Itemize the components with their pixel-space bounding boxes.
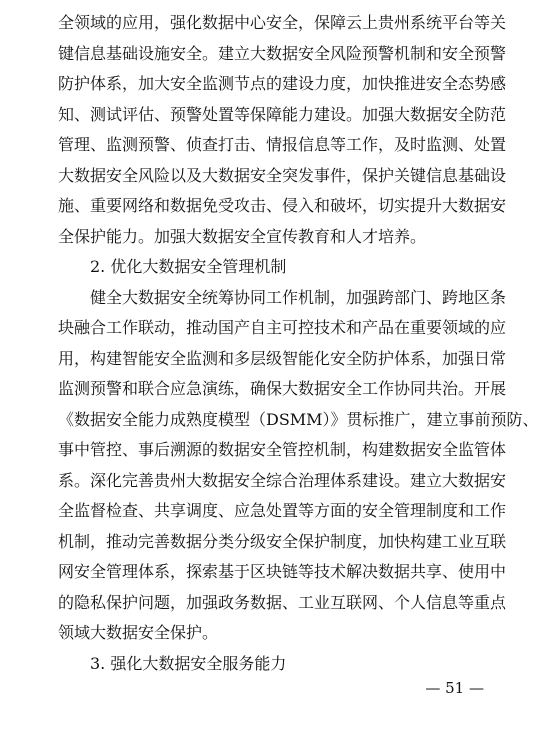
- paragraph-security-application: [58, 8, 507, 252]
- text-line: 施、重要网络和数据免受攻击、侵入和破坏，切实提升大数据安: [58, 196, 507, 215]
- text-line: 防护体系，加大安全监测节点的建设力度，加快推进安全态势感: [58, 74, 507, 93]
- text-line: 网安全管理体系，探索基于区块链等技术解决数据共享、使用中: [58, 562, 507, 581]
- text-line: 全监督检查、共享调度、应急处置等方面的安全管理制度和工作: [58, 501, 507, 520]
- text-line: 块融合工作联动，推动国产自主可控技术和产品在重要领域的应: [58, 318, 507, 337]
- page-number: — 51 —: [425, 679, 484, 697]
- section-heading-service-capability-wrapper: [58, 649, 504, 680]
- text-line: 全保护能力。加强大数据安全宣传教育和人才培养。: [58, 226, 427, 246]
- text-line: 事中管控、事后溯源的数据安全管控机制，构建数据安全监管体: [58, 440, 507, 459]
- text-line: 领域大数据安全保护。: [58, 623, 219, 642]
- text-line: 大数据安全风险以及大数据安全突发事件，保护关键信息基础设: [58, 165, 507, 185]
- document-body: [58, 8, 539, 679]
- section-heading-management-mechanism: [58, 252, 504, 283]
- text-line: 键信息基础设施安全。建立大数据安全风险预警机制和安全预警: [58, 43, 507, 63]
- text-line: 知、测试评估、预警处置等保障能力建设。加强大数据安全防范: [58, 104, 507, 124]
- section-heading: 2. 优化大数据安全管理机制: [90, 257, 287, 276]
- text-line: 《数据安全能力成熟度模型（DSMM）》贯标推广，建立事前预防、: [58, 409, 539, 429]
- text-line: 管理、监测预警、侦查打击、情报信息等工作，及时监测、处置: [58, 135, 507, 154]
- section-heading: 3. 强化大数据安全服务能力: [90, 653, 287, 673]
- text-line: 系。深化完善贵州大数据安全综合治理体系建设。建立大数据安: [58, 470, 507, 490]
- text-line: 的隐私保护问题，加强政务数据、工业互联网、个人信息等重点: [58, 592, 507, 612]
- text-line: 全领域的应用，强化数据中心安全，保障云上贵州系统平台等关: [58, 13, 507, 32]
- paragraph-management-mechanism: [58, 283, 539, 649]
- text-line: 用，构建智能安全监测和多层级智能化安全防护体系，加强日常: [58, 348, 507, 368]
- text-line: 健全大数据安全统筹协同工作机制，加强跨部门、跨地区条: [90, 287, 507, 307]
- text-line: 监测预警和联合应急演练，确保大数据安全工作协同共治。开展: [58, 379, 507, 398]
- text-line: 机制，推动完善数据分类分级安全保护制度，加快构建工业互联: [58, 531, 507, 551]
